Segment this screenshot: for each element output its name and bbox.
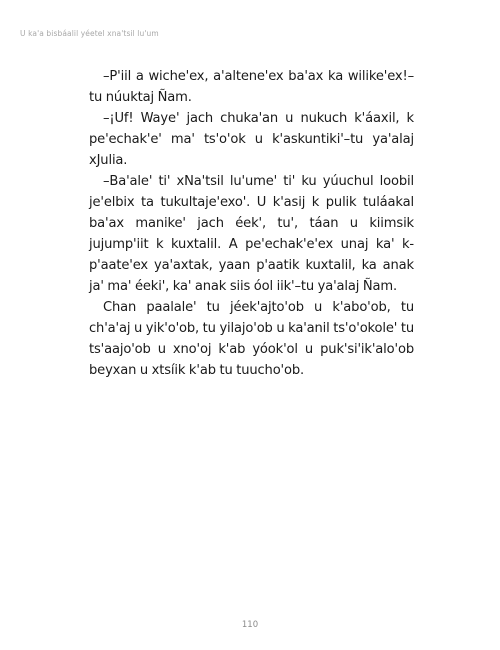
paragraph: Chan paalale' tu jéek'ajto'ob u k'abo'ob, tu ch'a'aj u yik'o'ob, tu yilajo'ob u ka'anil ts'o'okole' tu ts'aajo'ob u xno'oj k'ab yóok'ol u puk'si'ik'alo'ob beyxan u xtsíik k'ab tu tuucho'ob.: [89, 300, 414, 378]
running-header: U ka'a bisbáalil yéetel xna'tsil lu'um: [20, 29, 159, 38]
paragraph: –¡Uf! Waye' jach chuka'an u nukuch k'áaxil, k pe'echak'e' ma' ts'o'ok u k'askuntiki'–tu ya'alaj xJulia.: [89, 111, 414, 168]
paragraph: –Ba'ale' ti' xNa'tsil lu'ume' ti' ku yúuchul loobil je'elbix ta tukultaje'exo'. U k'asij k pulik tuláakal ba'ax manike' jach éek', tu', táan u kiimsik jujump'iit k kuxtalil. A pe'echak'e'ex unaj ka' k-p'aate'ex ya'axtak, yaan p'aatik kuxtalil, ka anak ja' ma' éeki', ka' anak siis óol iik'–tu ya'alaj Ñam.: [89, 174, 414, 294]
body-text: [89, 66, 414, 381]
page-number: 110: [241, 620, 259, 630]
paragraph: –P'iil a wiche'ex, a'altene'ex ba'ax ka wilike'ex!– tu núuktaj Ñam.: [89, 69, 414, 105]
